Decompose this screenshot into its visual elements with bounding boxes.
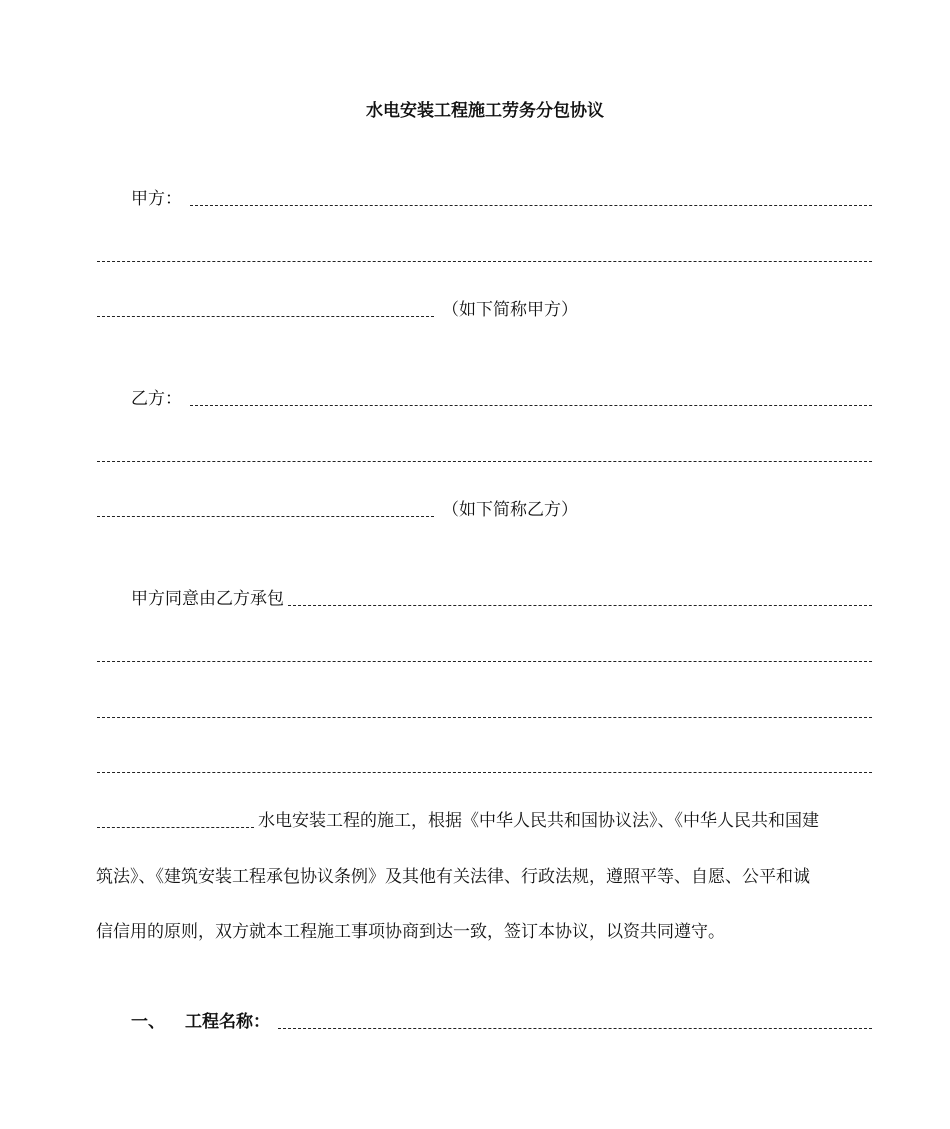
party-b-line-3 bbox=[97, 496, 872, 520]
section-1-number: 一、 bbox=[131, 1012, 165, 1032]
agreement-text-1: 水电安装工程的施工，根据《中华人民共和国协议法》、《中华人民共和国建 bbox=[258, 811, 819, 831]
party-a-suffix: （如下简称甲方） bbox=[442, 300, 578, 320]
agreement-line-3 bbox=[97, 697, 872, 721]
agreement-blank-3 bbox=[97, 717, 872, 718]
party-b-blank-3 bbox=[97, 516, 434, 517]
section-1-blank bbox=[278, 1028, 872, 1029]
agreement-line-5 bbox=[97, 807, 877, 831]
document-title: 水电安装工程施工劳务分包协议 bbox=[366, 101, 604, 121]
party-b-blank-1 bbox=[190, 405, 872, 406]
party-b-line-2 bbox=[97, 441, 872, 465]
agreement-text-2: 筑法》、《建筑安装工程承包协议条例》及其他有关法律、行政法规，遵照平等、自愿、公平和诚 bbox=[96, 867, 810, 887]
agreement-text-3: 信信用的原则，双方就本工程施工事项协商到达一致，签订本协议，以资共同遵守。 bbox=[96, 922, 725, 942]
party-a-line-2 bbox=[97, 241, 872, 265]
party-b-line-1 bbox=[131, 385, 872, 409]
party-a-line-3 bbox=[97, 296, 872, 320]
party-a-line-1 bbox=[131, 185, 872, 209]
agreement-blank-1 bbox=[288, 605, 872, 606]
party-b-blank-2 bbox=[97, 461, 872, 462]
agreement-blank-2 bbox=[97, 661, 872, 662]
section-1-line bbox=[131, 1008, 872, 1032]
agreement-line-2 bbox=[97, 641, 872, 665]
agreement-blank-5 bbox=[97, 827, 254, 828]
party-a-blank-2 bbox=[97, 261, 872, 262]
party-a-blank-1 bbox=[190, 205, 872, 206]
party-a-blank-3 bbox=[97, 316, 434, 317]
agreement-blank-4 bbox=[97, 772, 872, 773]
agreement-line-4 bbox=[97, 752, 872, 776]
section-1-label: 工程名称： bbox=[185, 1012, 270, 1032]
agreement-intro: 甲方同意由乙方承包 bbox=[131, 589, 284, 609]
party-a-label: 甲方： bbox=[131, 189, 182, 209]
agreement-line-1 bbox=[131, 585, 872, 609]
party-b-label: 乙方： bbox=[131, 389, 182, 409]
party-b-suffix: （如下简称乙方） bbox=[442, 500, 578, 520]
